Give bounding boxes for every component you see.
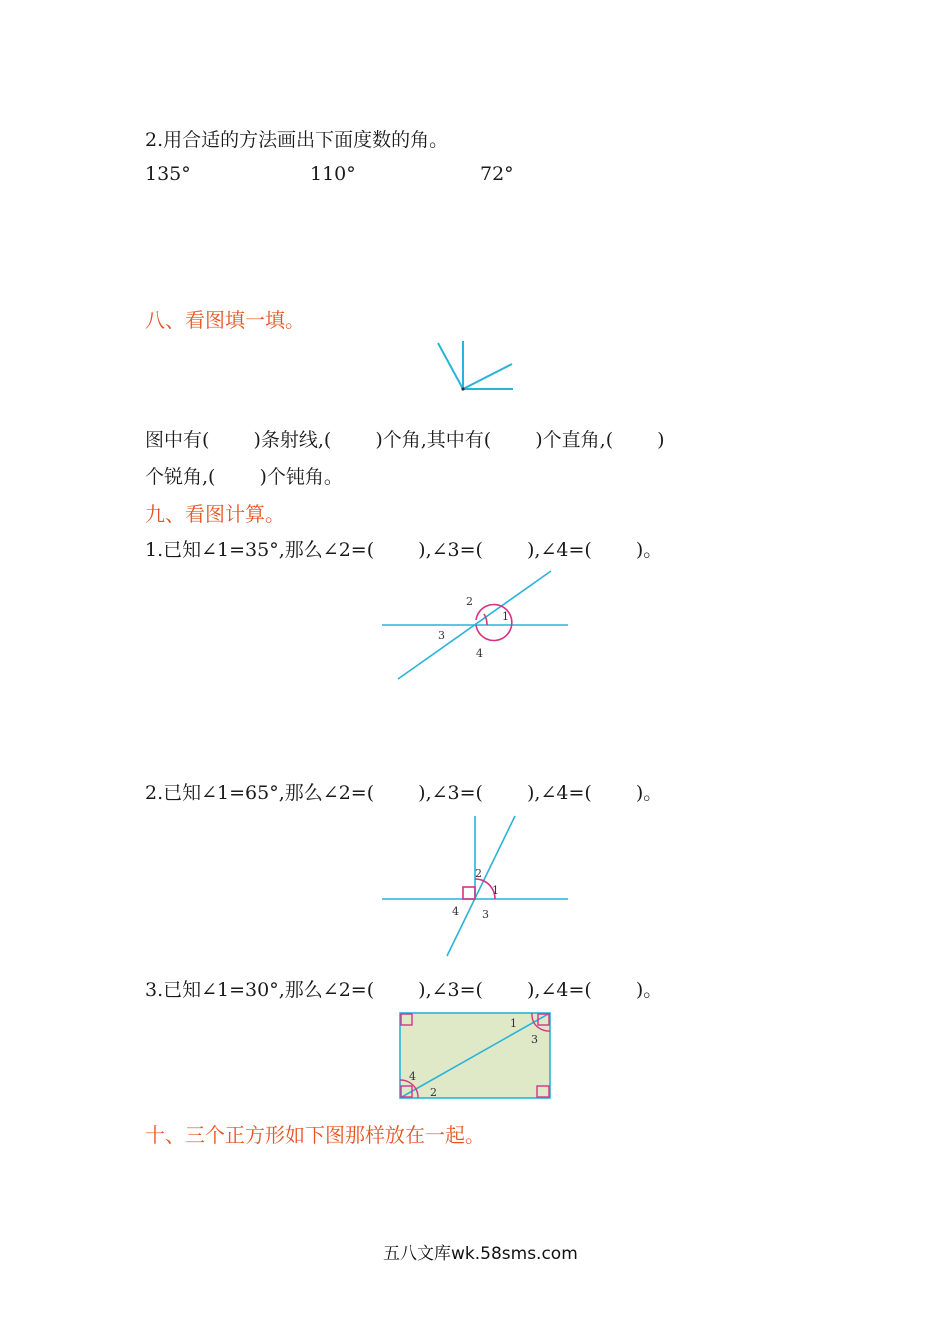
- intersecting-lines-figure-1: [380, 568, 580, 688]
- fig2-label-3: 3: [482, 908, 489, 921]
- fig1-label-2: 2: [466, 595, 473, 608]
- fig2-label-2: 2: [475, 867, 482, 880]
- intersecting-lines-figure-2: [380, 812, 580, 962]
- angle-110: 110°: [310, 163, 356, 185]
- fig1-label-3: 3: [438, 629, 445, 642]
- fig3-label-1: 1: [510, 1017, 517, 1030]
- rays-figure: [430, 340, 530, 400]
- angle-72: 72°: [480, 163, 514, 185]
- fig2-label-1: 1: [492, 884, 499, 897]
- q9-item1-text: 1.已知∠1=35°,那么∠2=( ),∠3=( ),∠4=( )。: [145, 539, 663, 561]
- fig3-label-4: 4: [409, 1070, 416, 1083]
- q9-item3-text: 3.已知∠1=30°,那么∠2=( ),∠3=( ),∠4=( )。: [145, 979, 663, 1001]
- fig1-label-1: 1: [502, 610, 509, 623]
- q8-line2: 个锐角,( )个钝角。: [145, 466, 343, 488]
- q9-item2-text: 2.已知∠1=65°,那么∠2=( ),∠3=( ),∠4=( )。: [145, 782, 663, 804]
- q7-item2-text: 2.用合适的方法画出下面度数的角。: [145, 129, 449, 151]
- fig1-label-4: 4: [476, 647, 483, 660]
- q10-heading: 十、三个正方形如下图那样放在一起。: [145, 1123, 485, 1147]
- q8-heading: 八、看图填一填。: [145, 308, 305, 332]
- angle-135: 135°: [145, 163, 191, 185]
- footer-watermark: 五八文库wk.58sms.com: [383, 1244, 578, 1264]
- q9-heading: 九、看图计算。: [145, 502, 285, 526]
- fig2-label-4: 4: [452, 905, 459, 918]
- fig3-label-2: 2: [430, 1086, 437, 1099]
- fig3-label-3: 3: [531, 1033, 538, 1046]
- rectangle-diagonal-figure: [398, 1010, 558, 1105]
- q8-line1: 图中有( )条射线,( )个角,其中有( )个直角,( ): [145, 429, 665, 451]
